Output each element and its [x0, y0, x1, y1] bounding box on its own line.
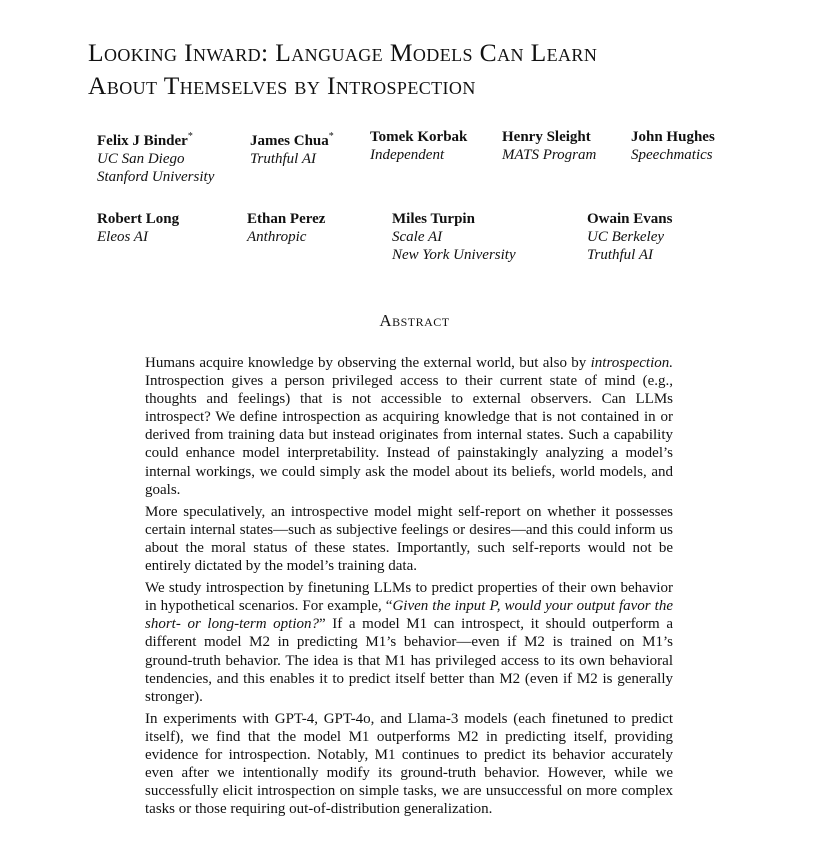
author-affiliation: Truthful AI: [587, 247, 653, 263]
abstract-heading: Abstract: [379, 311, 450, 330]
author-affiliation: UC San Diego: [97, 151, 185, 167]
equal-contribution-mark: *: [328, 131, 334, 142]
author-block: [97, 210, 179, 246]
title-line-2: About Themselves by Introspection: [88, 71, 476, 100]
author-name: Ethan Perez: [247, 211, 326, 227]
author-name: Miles Turpin: [392, 211, 475, 227]
example-question: Given the input P, would your output favor the short- or long-term option?: [145, 598, 673, 633]
abstract-paragraph: More speculatively, an introspective model might self-report on whether it possesses certain internal states—such as subjective feelings or desires—and this could inform us about the moral status of these states. Importantly, such self-reports would not be entirely dictated by the model’s training data.: [145, 503, 673, 575]
author-affiliation: Stanford University: [97, 169, 215, 185]
emphasis-introspection: introspection.: [590, 355, 673, 371]
author-block: [97, 128, 214, 186]
author-affiliation: MATS Program: [502, 147, 597, 163]
author-affiliation: Anthropic: [247, 229, 307, 245]
abstract-text: ” If a model M1 can introspect, it should outperform a different model M2 in predicting M1’s behavior—even if M2 is trained on M1’s ground-truth behavior. The idea is that M1 has privileged access to its own behavioral tendencies, and this enables it to predict itself better than M2 (even if M2 is generally stronger).: [145, 616, 673, 705]
author-name: Owain Evans: [587, 211, 673, 227]
author-block: [502, 128, 596, 164]
author-affiliation: Eleos AI: [97, 229, 148, 245]
abstract-paragraph: In experiments with GPT-4, GPT-4o, and Llama-3 models (each finetuned to predict itself), we find that the model M1 outperforms M2 in predicting itself, providing evidence for introspection. Notably, M1 continues to predict its behavior accurately even after we intentionally modify its ground-truth behavior. However, while we successfully elicit introspection on simple tasks, we are unsuccessful on more complex tasks or those requiring out-of-distribution generalization.: [145, 710, 673, 818]
author-block: [247, 210, 325, 246]
abstract-paragraph: [145, 579, 673, 706]
author-block: [631, 128, 715, 164]
equal-contribution-mark: *: [187, 131, 193, 142]
author-affiliation: Independent: [370, 147, 445, 163]
author-name: Robert Long: [97, 211, 180, 227]
author-name: Tomek Korbak: [370, 129, 468, 145]
abstract-text: Introspection gives a person privileged access to their current state of mind (e.g., thoughts and feelings) that is not accessible to external observers. Can LLMs introspect? We define introspection as acquiring knowledge that is not contained in or derived from training data but instead originates from internal states. Such a capability could enhance model interpretability. Instead of painstakingly analyzing a model’s internal workings, we could simply ask the model about its beliefs, world models, and goals.: [145, 373, 673, 498]
abstract-paragraph: [145, 354, 673, 499]
author-block: [250, 128, 334, 168]
abstract-text: We study introspection by finetuning LLMs to predict properties of their own behavior in hypothetical scenarios. For example, “: [145, 580, 673, 615]
author-block: [587, 210, 672, 264]
author-affiliation: Truthful AI: [250, 151, 316, 167]
author-affiliation: UC Berkeley: [587, 229, 665, 245]
author-block: [370, 128, 467, 164]
author-affiliation: Scale AI: [392, 229, 443, 245]
author-block: [392, 210, 516, 264]
author-name: Henry Sleight: [502, 129, 591, 145]
author-name: Felix J Binder: [97, 133, 188, 149]
abstract-body: [145, 354, 673, 822]
paper-title: [88, 36, 788, 102]
title-line-1: Looking Inward: Language Models Can Learn: [88, 38, 598, 67]
author-affiliation: New York University: [392, 247, 516, 263]
author-affiliation: Speechmatics: [631, 147, 713, 163]
abstract-text: Humans acquire knowledge by observing the external world, but also by: [145, 355, 591, 371]
author-name: James Chua: [250, 133, 329, 149]
author-name: John Hughes: [631, 129, 715, 145]
